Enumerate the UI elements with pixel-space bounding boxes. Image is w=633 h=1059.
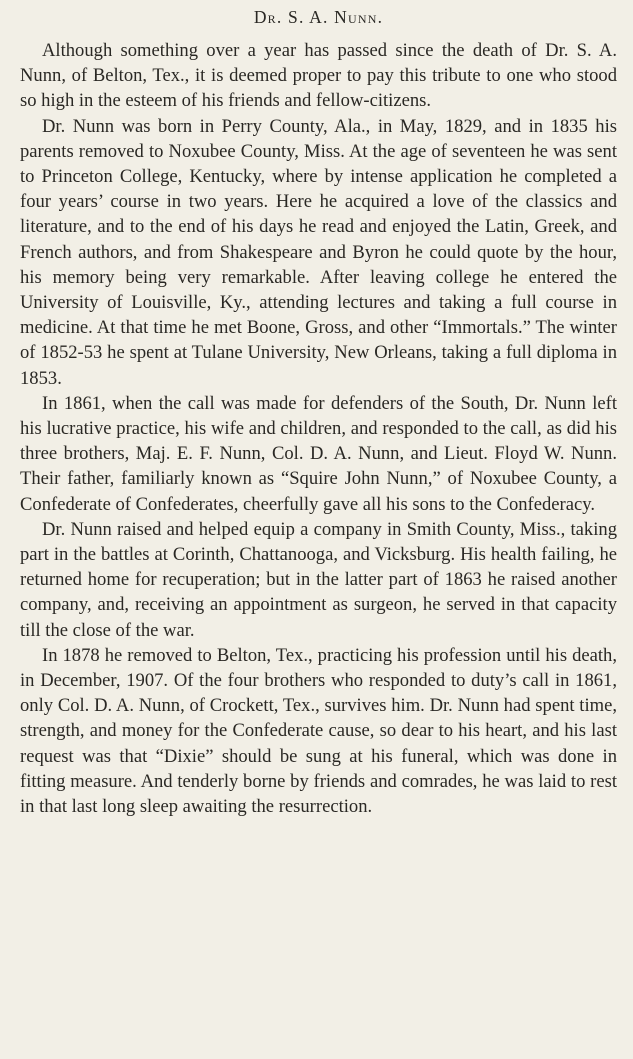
paragraph: In 1861, when the call was made for defenders of the South, Dr. Nunn left his lucrative practice, his wife and children, and responded to the call, as did his three brothers, Maj. E. F. Nunn, Col. D. A. Nunn, and Lieut. Floyd W. Nunn. Their father, familiarly known as “Squire John Nunn,” of Noxubee County, a Confederate of Confederates, cheerfully gave all his sons to the Confederacy. xyxy=(20,392,617,515)
paragraph: Dr. Nunn was born in Perry County, Ala., in May, 1829, and in 1835 his parents removed to Noxubee County, Miss. At the age of seventeen he was sent to Princeton College, Kentucky, where by intense application he completed a four years’ course in two years. Here he acquired a love of the classics and literature, and to the end of his days he read and enjoyed the Latin, Greek, and French authors, and from Shakespeare and Byron he could quote by the hour, his memory being very remarkable. After leaving college he entered the University of Louisville, Ky., attending lectures and taking a full course in medicine. At that time he met Boone, Gross, and other “Immortals.” The winter of 1852-53 he spent at Tulane University, New Orleans, taking a full diploma in 1853. xyxy=(20,115,617,389)
paragraph: Although something over a year has passed since the death of Dr. S. A. Nunn, of Belton, Tex., it is deemed proper to pay this tribute to one who stood so high in the esteem of his friends and fellow-citizens. xyxy=(20,40,617,112)
paragraph: In 1878 he removed to Belton, Tex., practicing his profession until his death, in December, 1907. Of the four brothers who responded to duty’s call in 1861, only Col. D. A. Nunn, of Crockett, Tex., survives him. Dr. Nunn had spent time, strength, and money for the Confederate cause, so dear to his heart, and his last request was that “Dixie” should be sung at his funeral, which was done in fitting measure. And tenderly borne by friends and comrades, he was laid to rest in that last long sleep awaiting the resurrection. xyxy=(20,644,617,818)
article-heading: Dr. S. A. Nunn. xyxy=(253,7,384,27)
paragraph: Dr. Nunn raised and helped equip a company in Smith County, Miss., taking part in the battles at Corinth, Chattanooga, and Vicksburg. His health failing, he returned home for recuperation; but in the latter part of 1863 he raised another company, and, receiving an appointment as surgeon, he served in that capacity till the close of the war. xyxy=(20,518,617,641)
article-body xyxy=(20,38,617,819)
